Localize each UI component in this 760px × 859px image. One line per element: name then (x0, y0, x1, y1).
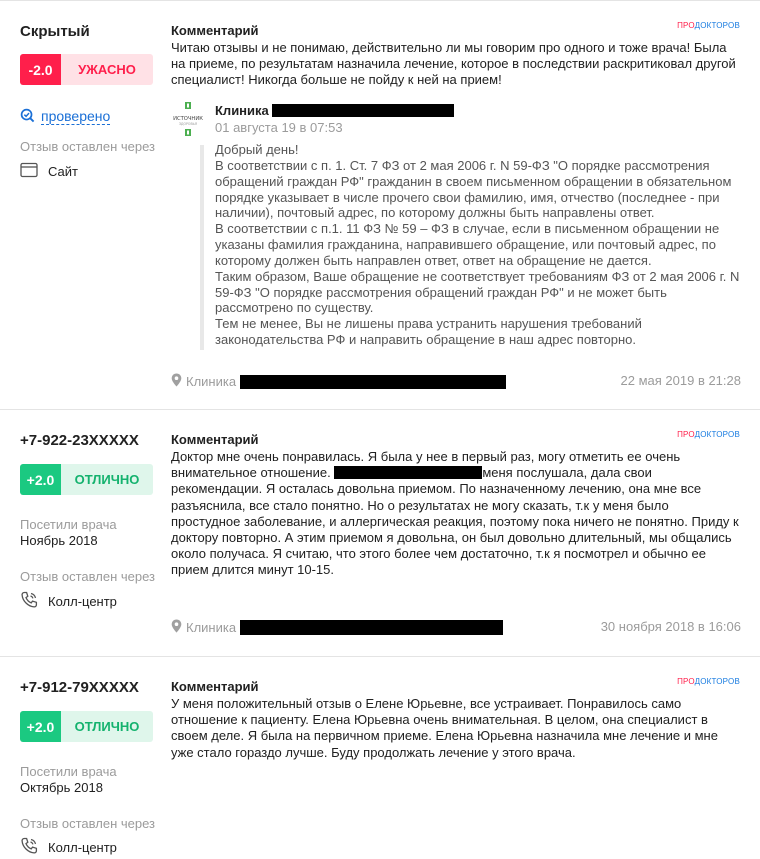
redacted-block (240, 375, 506, 389)
review-date: 22 мая 2019 в 21:28 (620, 373, 741, 388)
phone-icon (20, 837, 38, 858)
rating-value: -2.0 (20, 54, 61, 85)
source-value: Колл-центр (48, 840, 117, 855)
visit-label: Посетили врача (20, 764, 117, 779)
review-author: +7-922-23XXXXX (20, 432, 139, 449)
verified-icon (20, 108, 35, 126)
comment-title: Комментарий (171, 432, 259, 447)
review-card (0, 409, 760, 656)
location-pin-icon (171, 373, 182, 390)
rating-word: ОТЛИЧНО (61, 464, 153, 495)
footer-clinic[interactable] (171, 619, 503, 636)
rating-word: УЖАСНО (61, 54, 153, 85)
redacted-block (240, 620, 503, 635)
comment-title: Комментарий (171, 679, 259, 694)
reply-line: Добрый день! (215, 142, 299, 157)
reply-quote-bar (200, 145, 204, 350)
rating-word: ОТЛИЧНО (61, 711, 153, 742)
browser-window-icon (20, 162, 38, 181)
location-pin-icon (171, 619, 182, 636)
reply-line: В соответствии с п. 1. Ст. 7 ФЗ от 2 мая 2006 г. N 59-ФЗ "О порядке рассмотрения обращений граждан РФ" гражданин в своем письменном обращении в обязательном порядке указывает в числе прочего свои фамилию, имя, отчество (последнее - при наличии), почтовый адрес, по которому должны быть направлены ответ. (215, 157, 732, 221)
reply-line: Таким образом, Ваше обращение не соответствует требованиям ФЗ от 2 мая 2006 г. N 59-ФЗ "О порядке рассмотрения обращений граждан РФ" и не может быть рассмотрено по существу. (215, 268, 740, 316)
visit-label: Посетили врача (20, 517, 117, 532)
rating-badge (20, 711, 153, 742)
source-label: Отзыв оставлен через (20, 569, 156, 584)
source-value: Сайт (48, 164, 78, 179)
review-card (0, 656, 760, 859)
visit-value: Октябрь 2018 (20, 780, 103, 795)
review-source (20, 162, 78, 181)
reply-line: Тем не менее, Вы не лишены права устранить нарушения требований законодательства РФ и направить обращение в наш адрес повторно. (215, 316, 642, 348)
comment-title: Комментарий (171, 23, 259, 38)
rating-value: +2.0 (20, 711, 61, 742)
prodoctorov-logo: ПРОДОКТОРОВ (677, 21, 740, 30)
redacted-block (334, 466, 482, 479)
reply-date: 01 августа 19 в 07:53 (215, 120, 343, 135)
review-footer (171, 619, 741, 635)
review-source (20, 591, 117, 612)
redacted-block (272, 104, 454, 117)
comment-text: Читаю отзывы и не понимаю, действительно ли мы говорим про одного и тоже врача! Была на приеме, по результатам назначила лечение, которое в последствии раскритиковал другой специалист! Никогда больше не пойду к ней на прием! (171, 40, 736, 88)
phone-icon (20, 591, 38, 612)
visit-value: Ноябрь 2018 (20, 533, 98, 548)
review-footer (171, 373, 741, 389)
verified-link[interactable] (20, 108, 110, 126)
prodoctorov-logo: ПРОДОКТОРОВ (677, 677, 740, 686)
prodoctorov-logo: ПРОДОКТОРОВ (677, 430, 740, 439)
source-value: Колл-центр (48, 594, 117, 609)
rating-badge (20, 54, 153, 85)
review-author: +7-912-79XXXXX (20, 679, 139, 696)
source-label: Отзыв оставлен через (20, 139, 156, 154)
svg-text:ИСТОЧНИК: ИСТОЧНИК (173, 116, 203, 122)
review-author: Скрытый (20, 23, 90, 40)
footer-clinic[interactable] (171, 373, 506, 390)
footer-clinic-label: Клиника (186, 620, 237, 635)
reply-clinic-name: Клиника (215, 103, 454, 118)
reply-text (215, 142, 745, 348)
footer-clinic-label: Клиника (186, 374, 237, 389)
reply-line: В соответствии с п.1. 11 ФЗ № 59 – ФЗ в случае, если в письменном обращении не указаны фамилия гражданина, направившего обращение, или почтовый адрес, по которому должен быть направлен ответ, ответ на обращение не дается. (215, 221, 720, 268)
comment-text: Доктор мне очень понравилась. Я была у нее в первый раз, могу отметить ее очень внимательное отношение. меня послушала, дала свои рекомендации. Я осталась довольна приемом. По назначенному лечению, она мне все разъяснила, все стало понятно. Но о результатах не могу сказать, т.к у меня было простудное заболевание, и аллергическая реакция, поэтому пока ничего не понятно. Приду к доктору повторно. А этим приемом я довольна, он был довольно длительный, мы общались около получаса. Я считаю, что этого более чем достаточно, т.к я посмотрел и обычно ее прием длится минут 10-15. (171, 449, 739, 578)
rating-value: +2.0 (20, 464, 61, 495)
rating-badge (20, 464, 153, 495)
comment-text: У меня положительный отзыв о Елене Юрьевне, все устраивает. Понравилось само отношение к пациенту. Елена Юрьевна очень внимательная. В целом, она специалист в своем деле. Я была на первичном приеме. Елена Юрьевна назначила мне лечение и мне уже стало гораздо лучше. Буду продолжать лечение у этого врача. (171, 696, 718, 760)
clinic-logo (171, 100, 205, 138)
source-label: Отзыв оставлен через (20, 816, 156, 831)
review-source (20, 837, 117, 858)
review-card (0, 0, 760, 409)
svg-text:ЗДОРОВЬЯ: ЗДОРОВЬЯ (178, 122, 198, 126)
verified-label: проверено (41, 108, 111, 124)
review-date: 30 ноября 2018 в 16:06 (600, 619, 741, 634)
